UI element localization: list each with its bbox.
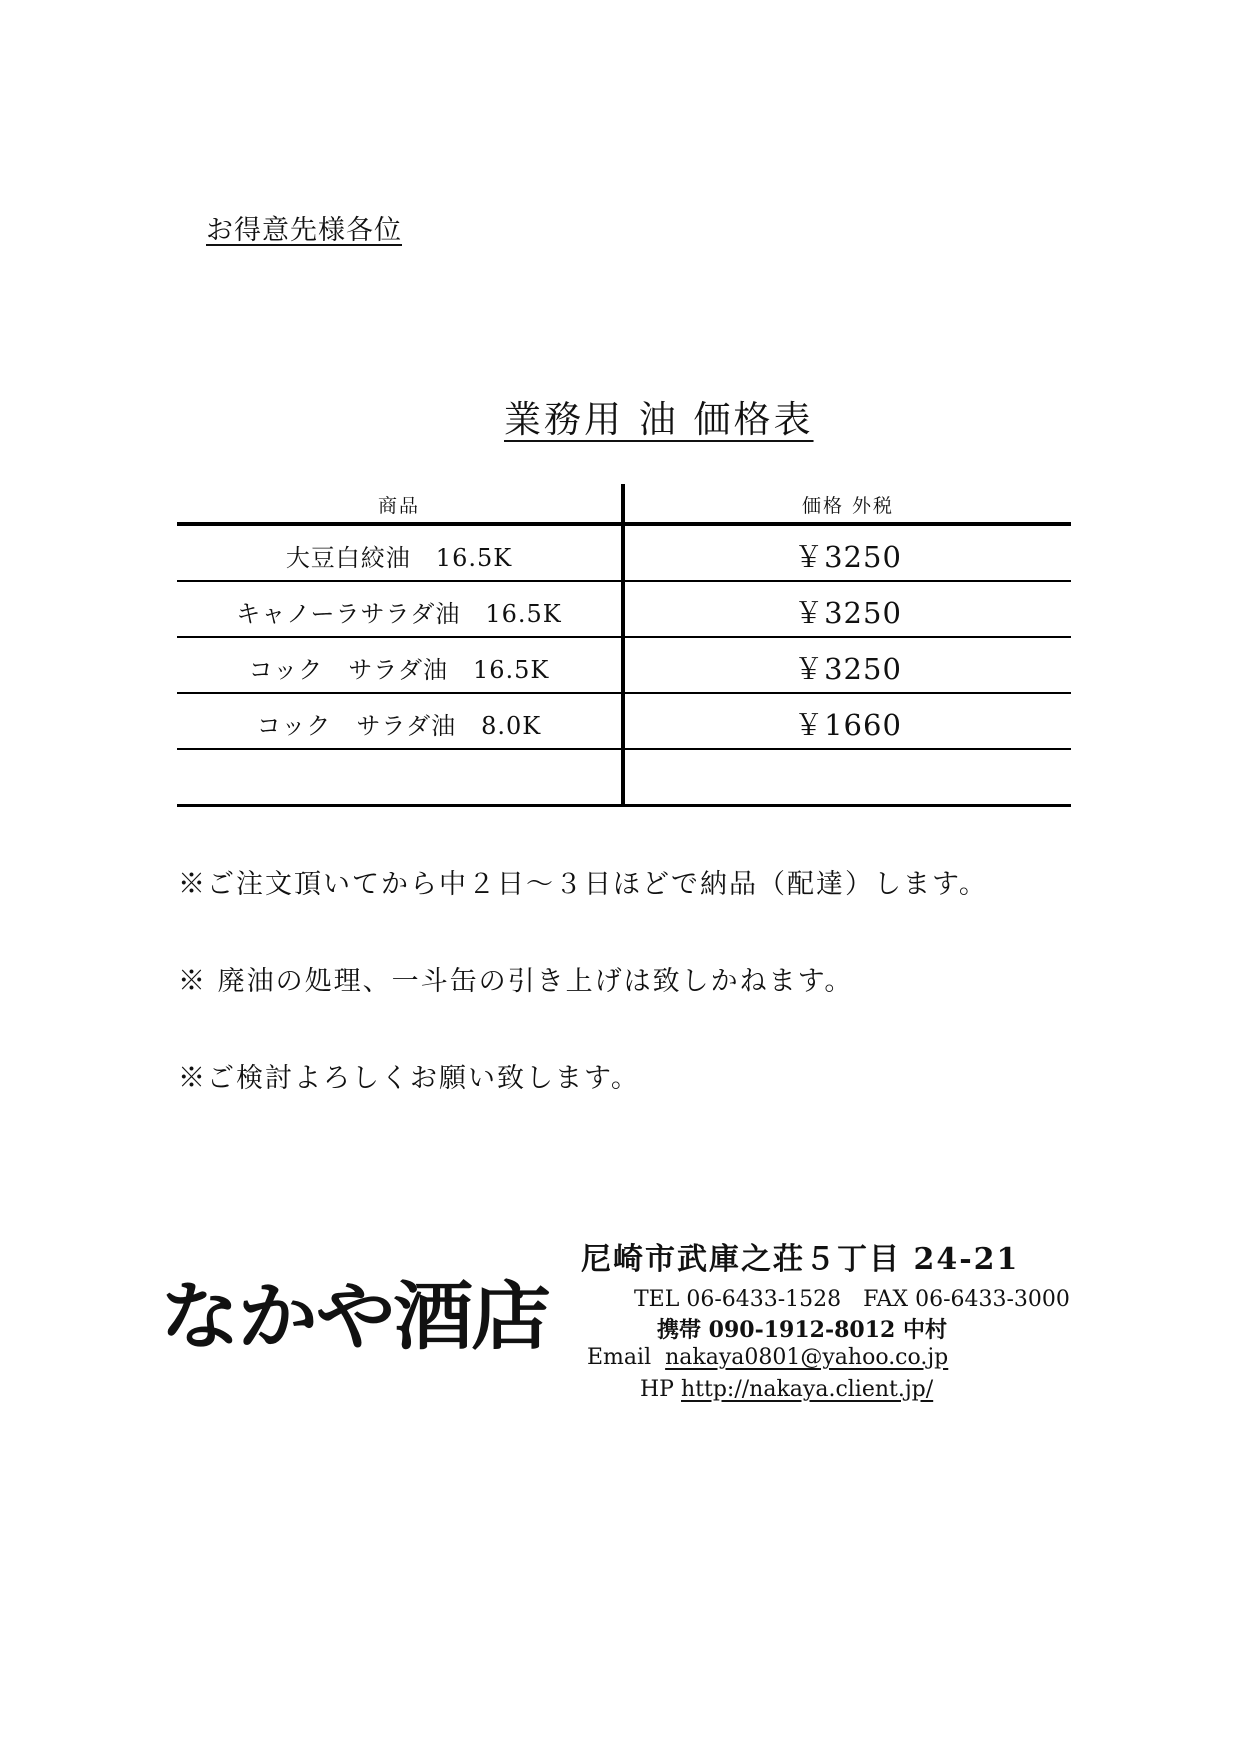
product-price: ￥3250 [623,637,1071,693]
table-row [177,524,1071,581]
tel-fax: TEL 06-6433-1528 FAX 06-6433-3000 [634,1287,1070,1312]
notes-section [178,862,988,1153]
header-product: 商品 [177,484,623,524]
shop-logo: なかや酒店 [160,1274,549,1360]
email-line [587,1345,948,1370]
hp-label: HP [640,1377,674,1402]
product-name [177,749,623,806]
mobile-contact: 携帯 090-1912-8012 中村 [657,1317,947,1343]
product-price: ￥1660 [623,693,1071,749]
product-price [623,749,1071,806]
product-name: キャノーラサラダ油 16.5K [177,581,623,637]
table-row-empty [177,749,1071,806]
table-header-row [177,484,1071,524]
table-row [177,637,1071,693]
addressee: お得意先様各位 [206,215,402,246]
email-label: Email [587,1345,652,1370]
homepage-link[interactable]: http://nakaya.client.jp/ [681,1377,934,1402]
document-title: 業務用 油 価格表 [504,398,814,441]
header-price: 価格 外税 [623,484,1071,524]
product-name: 大豆白絞油 16.5K [177,524,623,581]
homepage-line [640,1377,933,1402]
product-price: ￥3250 [623,524,1071,581]
table-row [177,693,1071,749]
price-table [177,484,1071,807]
product-name: コック サラダ油 16.5K [177,637,623,693]
note-waste-oil: ※ 廃油の処理、一斗缶の引き上げは致しかねます。 [178,966,854,997]
table-row [177,581,1071,637]
note-closing: ※ご検討よろしくお願い致します。 [178,1063,640,1094]
product-name: コック サラダ油 8.0K [177,693,623,749]
shop-address: 尼崎市武庫之荘５丁目 24-21 [581,1242,1020,1277]
product-price: ￥3250 [623,581,1071,637]
document-title-wrapper [0,346,1240,443]
email-link[interactable]: nakaya0801@yahoo.co.jp [665,1345,949,1370]
note-delivery: ※ご注文頂いてから中２日～３日ほどで納品（配達）します。 [178,869,988,900]
